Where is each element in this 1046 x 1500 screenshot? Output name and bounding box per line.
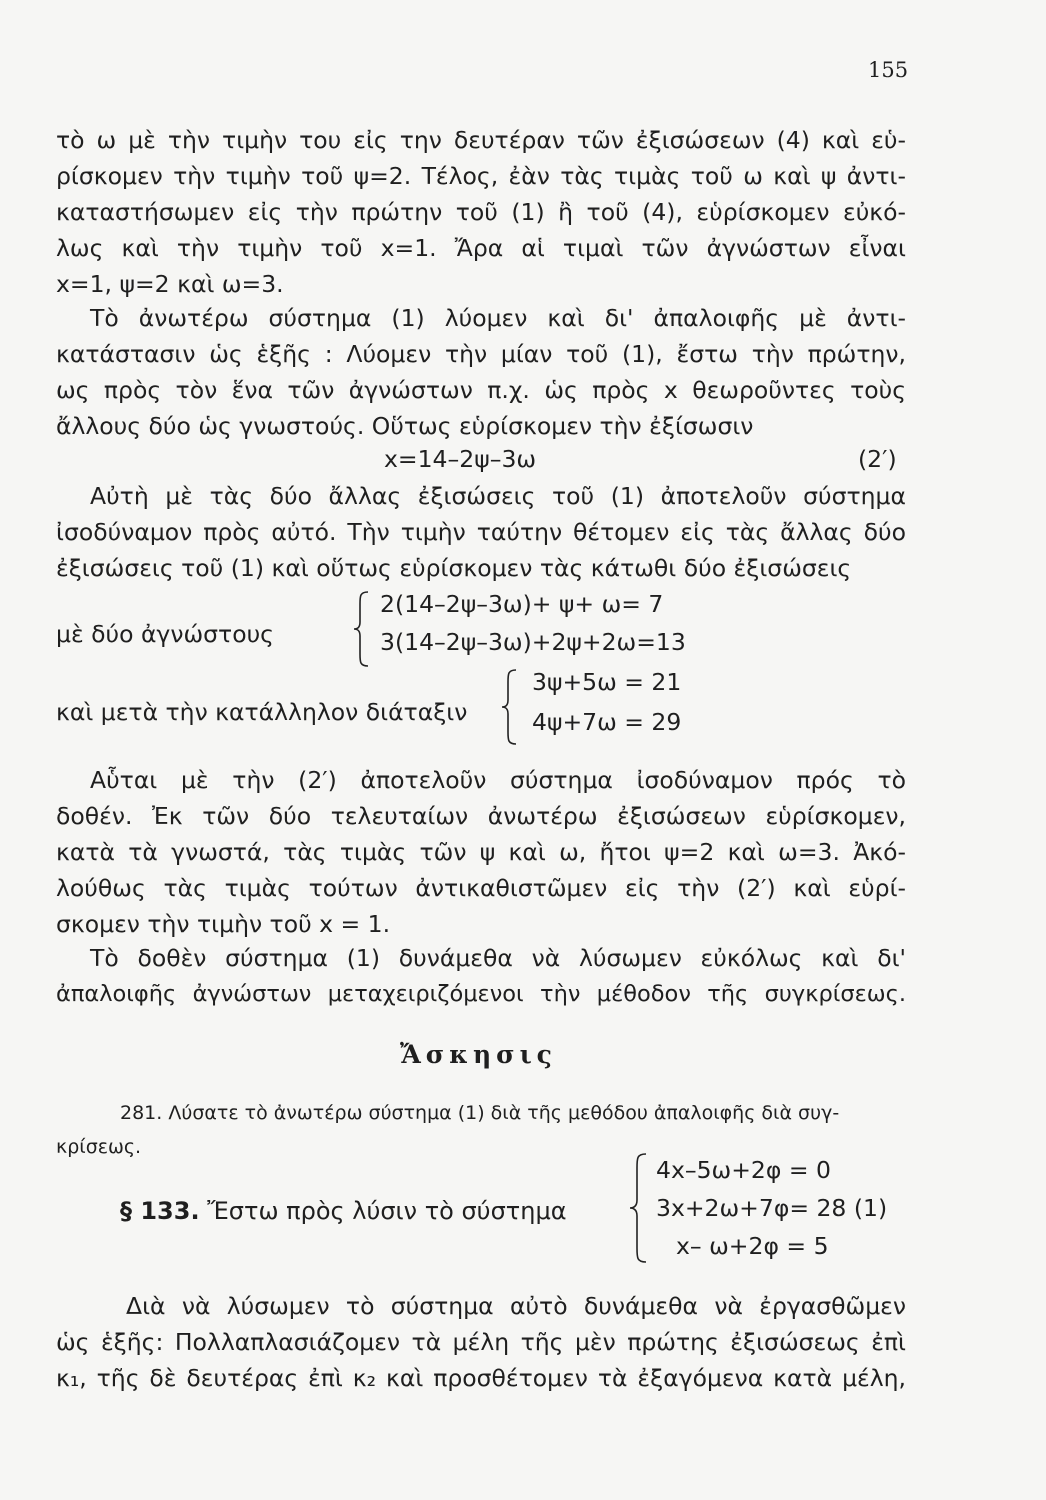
paragraph-6 <box>56 1288 906 1396</box>
text-line: δοθέν. Ἐκ τῶν δύο τελευταίων ἀνωτέρω ἐξισώσεων εὑρίσκομεν, <box>56 802 906 830</box>
text-line: ρίσκομεν τὴν τιμὴν τοῦ ψ=2. Τέλος, ἐὰν τὰς τιμὰς τοῦ ω καὶ ψ ἀντι- <box>56 162 906 190</box>
section-title: Ἄσκησις <box>400 1040 557 1069</box>
section-number: § 133. <box>120 1197 200 1225</box>
paragraph-1 <box>56 122 906 302</box>
text-line: ὡς ἑξῆς: Πολλαπλασιάζομεν τὰ μέλη τῆς μὲν πρώτης ἐξισώσεως ἐπὶ <box>56 1328 906 1356</box>
text-line: κατὰ τὰ γνωστά, τὰς τιμὰς τῶν ψ καὶ ω, ἤτοι ψ=2 καὶ ω=3. Ἀκό- <box>56 838 906 866</box>
system-a-label: μὲ δύο ἀγνώστους <box>56 620 274 648</box>
text-line: σκομεν τὴν τιμὴν τοῦ x = 1. <box>56 910 391 938</box>
system-b-label: καὶ μετὰ τὴν κατάλληλον διάταξιν <box>56 698 468 726</box>
system-a-equation-1: 2(14–2ψ–3ω)+ ψ+ ω= 7 <box>380 590 664 618</box>
paragraph-4 <box>56 762 906 942</box>
text-line: κατάστασιν ὡς ἑξῆς : Λύομεν τὴν μίαν τοῦ (1), ἔστω τὴν πρώτην, <box>56 340 906 368</box>
text-line: κ₁, τῆς δὲ δευτέρας ἐπὶ κ₂ καὶ προσθέτομεν τὰ ἐξαγόμενα κατὰ μέλη, <box>56 1364 906 1392</box>
system-b-equation-2: 4ψ+7ω = 29 <box>532 708 682 736</box>
left-brace <box>500 668 520 746</box>
text-line: ως πρὸς τὸν ἕνα τῶν ἀγνώστων π.χ. ὡς πρὸς x θεωροῦντες τοὺς <box>56 376 906 404</box>
text-line: Αὐτὴ μὲ τὰς δύο ἄλλας ἐξισώσεις τοῦ (1) ἀποτελοῦν σύστημα <box>90 482 906 510</box>
text-line: ἐξισώσεις τοῦ (1) καὶ οὕτως εὑρίσκομεν τὰς κάτωθι δύο ἐξισώσεις <box>56 554 852 582</box>
text-line: Διὰ νὰ λύσωμεν τὸ σύστημα αὐτὸ δυνάμεθα νὰ ἐργασθῶμεν <box>126 1292 906 1320</box>
left-brace <box>352 590 372 668</box>
text-line: καταστήσωμεν εἰς τὴν πρώτην τοῦ (1) ἢ τοῦ (4), εὑρίσκομεν εὐκό- <box>56 198 906 226</box>
section-133-equation-2: 3x+2ω+7φ= 28 (1) <box>656 1194 888 1222</box>
section-text: Ἔστω πρὸς λύσιν τὸ σύστημα <box>207 1197 567 1225</box>
page-number: 155 <box>868 58 909 82</box>
paragraph-3 <box>56 478 906 586</box>
equation-label: (2′) <box>858 445 897 473</box>
text-line: Τὸ ἀνωτέρω σύστημα (1) λύομεν καὶ δι' ἀπαλοιφῆς μὲ ἀντι- <box>90 304 906 332</box>
equation-2-prime: x=14–2ψ–3ω <box>384 445 537 473</box>
system-a-equation-2: 3(14–2ψ–3ω)+2ψ+2ω=13 <box>380 628 686 656</box>
text-line: λως καὶ τὴν τιμὴν τοῦ x=1. Ἄρα αἱ τιμαὶ τῶν ἀγνώστων εἶναι <box>56 234 906 262</box>
text-line: ἄλλους δύο ὡς γνωστούς. Οὕτως εὑρίσκομεν τὴν ἐξίσωσιν <box>56 412 754 440</box>
text-line: x=1, ψ=2 καὶ ω=3. <box>56 270 284 298</box>
exercise-line: 281. Λύσατε τὸ ἀνωτέρω σύστημα (1) διὰ τῆς μεθόδου ἀπαλοιφῆς διὰ συγ- <box>120 1102 840 1124</box>
left-brace <box>628 1152 650 1264</box>
text-line: τὸ ω μὲ τὴν τιμὴν του εἰς την δευτέραν τῶν ἐξισώσεων (4) καὶ εὑ- <box>56 126 906 154</box>
text-line: λούθως τὰς τιμὰς τούτων ἀντικαθιστῶμεν εἰς τὴν (2′) καὶ εὑρί- <box>56 874 906 902</box>
text-line: Αὗται μὲ τὴν (2′) ἀποτελοῦν σύστημα ἰσοδύναμον πρός τὸ <box>90 766 906 794</box>
text-line: Τὸ δοθὲν σύστημα (1) δυνάμεθα νὰ λύσωμεν εὐκόλως καὶ δι' <box>90 944 906 972</box>
exercise-line: κρίσεως. <box>56 1136 142 1158</box>
system-b-equation-1: 3ψ+5ω = 21 <box>532 668 682 696</box>
paragraph-2 <box>56 300 906 444</box>
paragraph-5 <box>56 940 906 1012</box>
section-133 <box>120 1197 567 1225</box>
section-133-equation-1: 4x–5ω+2φ = 0 <box>656 1156 831 1184</box>
section-133-equation-3: x– ω+2φ = 5 <box>676 1232 829 1260</box>
text-line: ἀπαλοιφῆς ἀγνώστων μεταχειριζόμενοι τὴν μέθοδον τῆς συγκρίσεως. <box>56 981 906 1007</box>
text-line: ἰσοδύναμον πρὸς αὐτό. Τὴν τιμὴν ταύτην θέτομεν εἰς τὰς ἄλλας δύο <box>56 518 906 546</box>
